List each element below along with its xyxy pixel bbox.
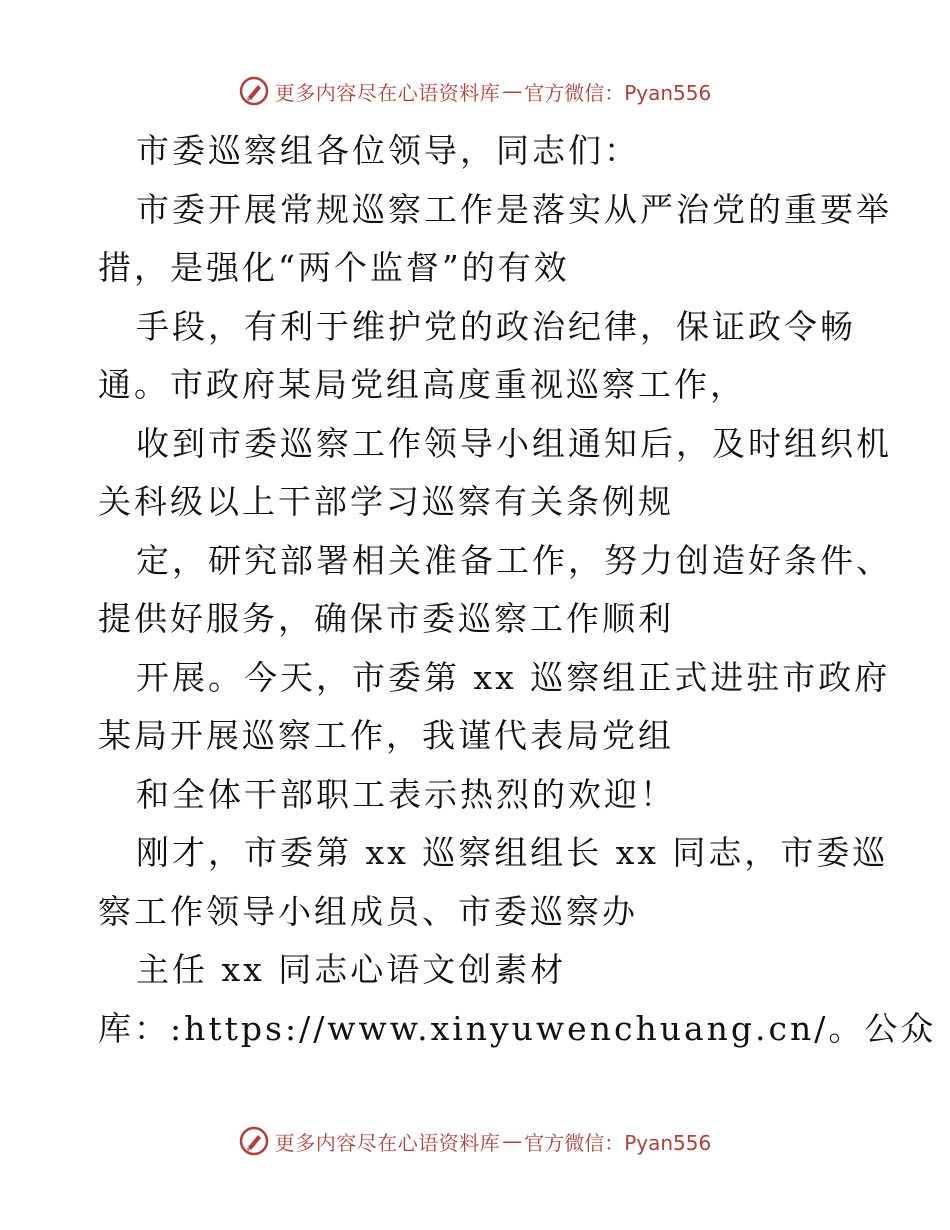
paragraph-line: 和全体干部职工表示热烈的欢迎！ <box>136 774 676 814</box>
paragraph-line: 手段，有利于维护党的政治纪律，保证政令畅 <box>136 306 856 346</box>
pen-logo-icon <box>239 1126 269 1156</box>
pen-logo-icon <box>239 76 269 106</box>
paragraph-line: 察工作领导小组成员、市委巡察办 <box>98 891 638 931</box>
paragraph-line: 收到市委巡察工作领导小组通知后，及时组织机 <box>136 423 892 463</box>
footer-banner-wechat: 官方微信：Pyan556 <box>524 1130 712 1155</box>
paragraph-line: 某局开展巡察工作，我谨代表局党组 <box>98 716 674 755</box>
paragraph-line: 市委开展常规巡察工作是落实从严治党的重要举 <box>136 189 892 229</box>
paragraph-line: 措，是强化“两个监督”的有效 <box>98 248 570 287</box>
footer-banner-text: 更多内容尽在心语资料库 <box>274 1130 501 1155</box>
document-body <box>98 122 937 1058</box>
footer-banner-separator: — <box>502 1129 523 1153</box>
header-banner-wechat: 官方微信：Pyan556 <box>524 80 712 105</box>
paragraph-line: 库：:https://www.xinyuwenchuang.cn/。公众 <box>98 1008 937 1048</box>
header-banner-separator: — <box>502 79 523 103</box>
paragraph-line: 主任 xx 同志心语文创素材 <box>136 950 567 989</box>
paragraph-line: 关科级以上干部学习巡察有关条例规 <box>98 482 674 521</box>
paragraph-line: 市委巡察组各位领导，同志们： <box>136 131 640 170</box>
paragraph-line: 开展。今天，市委第 xx 巡察组正式进驻市政府 <box>136 657 891 697</box>
paragraph-line: 定，研究部署相关准备工作，努力创造好条件、 <box>136 540 892 580</box>
header-banner <box>0 71 950 111</box>
paragraph-line: 刚才，市委第 xx 巡察组组长 xx 同志，市委巡 <box>136 833 889 872</box>
paragraph-line: 提供好服务，确保市委巡察工作顺利 <box>98 599 674 638</box>
header-banner-text: 更多内容尽在心语资料库 <box>274 80 501 105</box>
paragraph-line: 通。市政府某局党组高度重视巡察工作， <box>98 365 746 404</box>
footer-banner <box>0 1121 950 1161</box>
